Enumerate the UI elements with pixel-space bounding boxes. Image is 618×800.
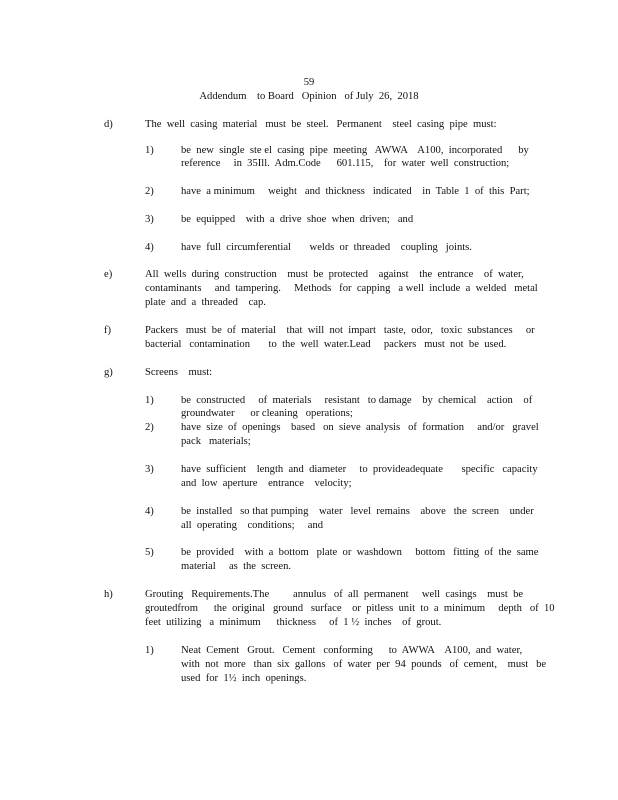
g-item-4-line-2: all operating conditions; and bbox=[181, 520, 324, 531]
section-d-text: The well casing material must be steel. Permanent steel casing pipe must: bbox=[145, 119, 497, 130]
d-item-2-line-1: have a minimum weight and thickness indicated in Table 1 of this Part; bbox=[181, 186, 530, 197]
g-item-1-line-2: groundwater or cleaning operations; bbox=[181, 408, 353, 419]
d-item-4-marker: 4) bbox=[145, 242, 154, 253]
h-item-1-line-2: with not more than six gallons of water per 94 pounds of cement, must be bbox=[181, 659, 547, 670]
section-e-marker: e) bbox=[104, 269, 113, 280]
d-item-3-marker: 3) bbox=[145, 214, 154, 225]
g-item-4-marker: 4) bbox=[145, 506, 154, 517]
section-g-text: Screens must: bbox=[145, 367, 213, 378]
section-f-line-1: Packers must be of material that will not impart taste, odor, toxic substances or bbox=[145, 325, 535, 336]
h-item-1-marker: 1) bbox=[145, 645, 154, 656]
section-h-line-3: feet utilizing a minimum thickness of 1 ½ inches of grout. bbox=[145, 617, 442, 628]
section-e-line-1: All wells during construction must be protected against the entrance of water, bbox=[145, 269, 524, 280]
g-item-2-marker: 2) bbox=[145, 422, 154, 433]
section-h-marker: h) bbox=[104, 589, 113, 600]
g-item-5-line-1: be provided with a bottom plate or washdown bottom fitting of the same bbox=[181, 547, 539, 558]
d-item-1-line-2: reference in 35Ill. Adm.Code 601.115, for water well construction; bbox=[181, 158, 510, 169]
g-item-3-line-2: and low aperture entrance velocity; bbox=[181, 478, 352, 489]
d-item-4-line-1: have full circumferential welds or threaded coupling joints. bbox=[181, 242, 472, 253]
g-item-5-marker: 5) bbox=[145, 547, 154, 558]
section-f-marker: f) bbox=[104, 325, 112, 336]
section-e-line-3: plate and a threaded cap. bbox=[145, 297, 266, 308]
g-item-2-line-1: have size of openings based on sieve analysis of formation and/or gravel bbox=[181, 422, 539, 433]
section-g-marker: g) bbox=[104, 367, 113, 378]
h-item-1-line-1: Neat Cement Grout. Cement conforming to AWWA A100, and water, bbox=[181, 645, 523, 656]
g-item-3-line-1: have sufficient length and diameter to provideadequate specific capacity bbox=[181, 464, 538, 475]
page-title: Addendum to Board Opinion of July 26, 2018 bbox=[199, 91, 419, 102]
g-item-1-marker: 1) bbox=[145, 395, 154, 406]
g-item-2-line-2: pack materials; bbox=[181, 436, 251, 447]
section-h-line-2: groutedfrom the original ground surface or pitless unit to a minimum depth of 10 bbox=[145, 603, 555, 614]
d-item-1-line-1: be new single ste el casing pipe meeting AWWA A100, incorporated by bbox=[181, 145, 529, 156]
g-item-1-line-1: be constructed of materials resistant to damage by chemical action of bbox=[181, 395, 533, 406]
g-item-3-marker: 3) bbox=[145, 464, 154, 475]
h-item-1-line-3: used for 1½ inch openings. bbox=[181, 673, 307, 684]
d-item-3-line-1: be equipped with a drive shoe when driven; and bbox=[181, 214, 414, 225]
section-h-line-1: Grouting Requirements.The annulus of all permanent well casings must be bbox=[145, 589, 524, 600]
page-number: 59 bbox=[303, 77, 315, 88]
g-item-4-line-1: be installed so that pumping water level remains above the screen under bbox=[181, 506, 534, 517]
section-d-marker: d) bbox=[104, 119, 113, 130]
d-item-2-marker: 2) bbox=[145, 186, 154, 197]
d-item-1-marker: 1) bbox=[145, 145, 154, 156]
section-f-line-2: bacterial contamination to the well water.Lead packers must not be used. bbox=[145, 339, 507, 350]
section-e-line-2: contaminants and tampering. Methods for capping a well include a welded metal bbox=[145, 283, 538, 294]
g-item-5-line-2: material as the screen. bbox=[181, 561, 292, 572]
